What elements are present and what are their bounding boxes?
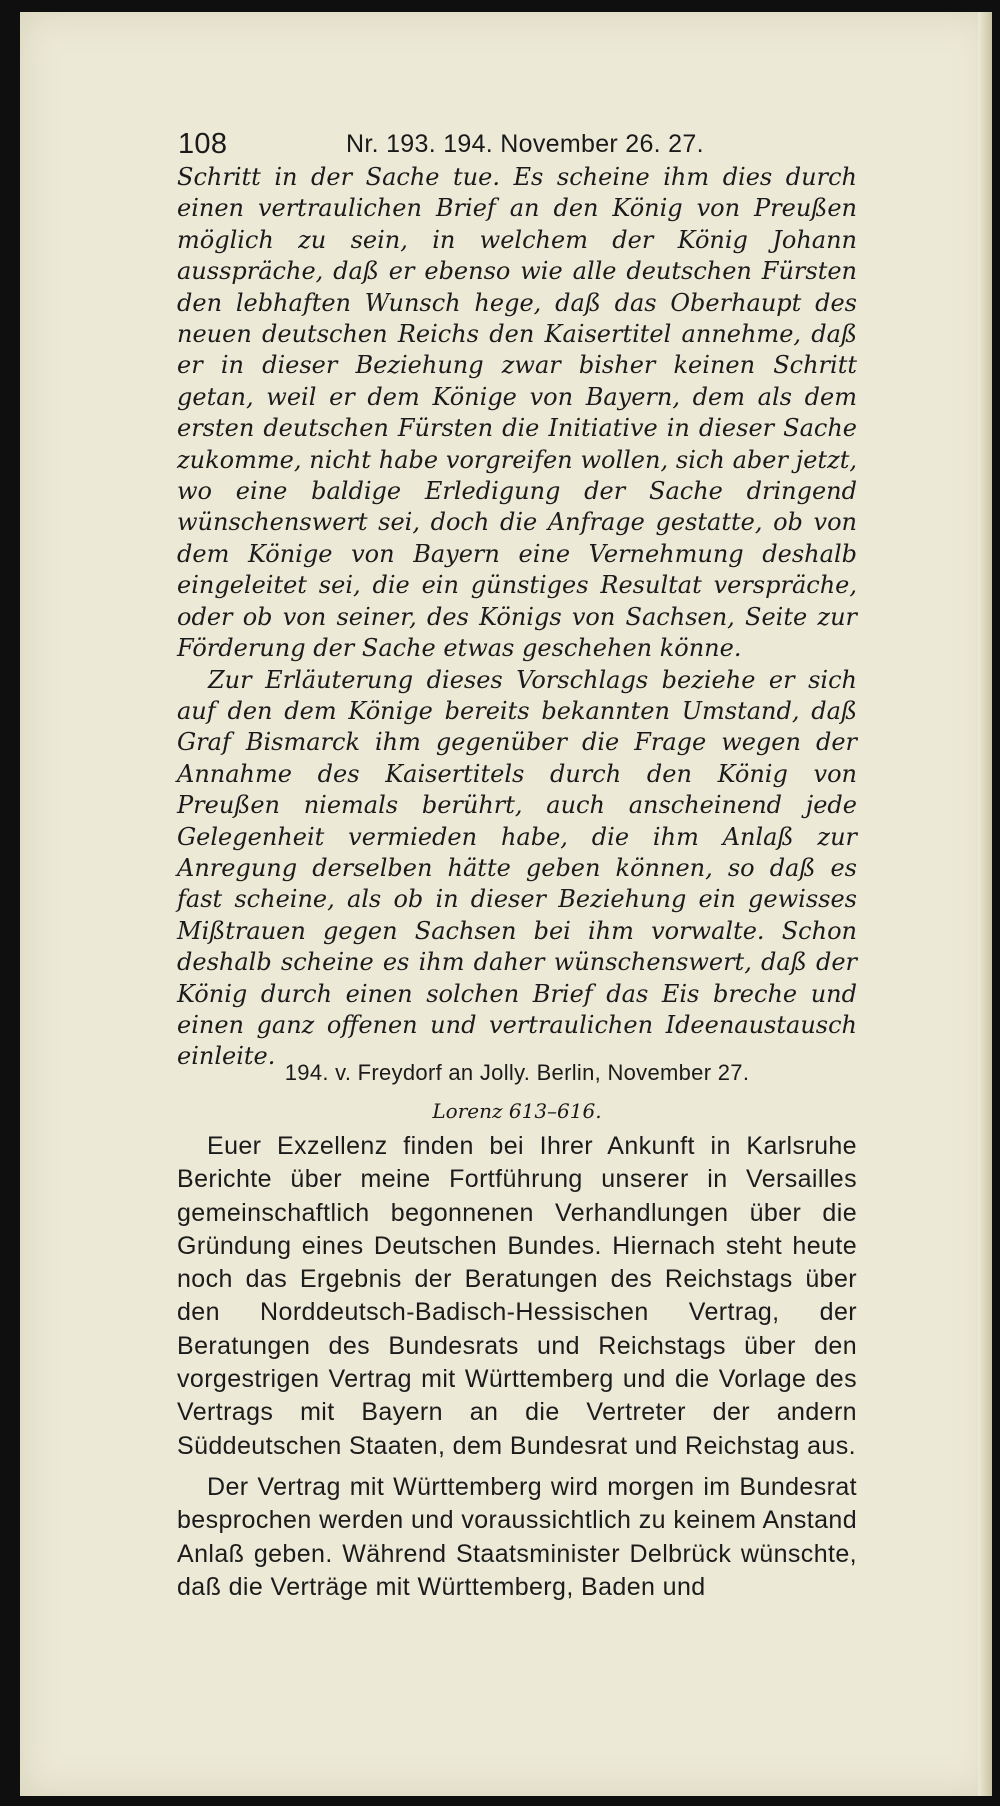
document-heading: 194. v. Freydorf an Jolly. Berlin, November 27. — [284, 1060, 750, 1085]
body-paragraph: Euer Exzellenz finden bei Ihrer Ankunft in Karlsruhe Berichte über meine Fortführung unserer in Versailles gemeinschaftlich begonnenen Verhandlungen über die Gründung eines Deutschen Bundes. Hiernach steht heute noch das Ergebnis der Beratungen des Reichstags über den Norddeutsch-Badisch-Hessischen Vertrag, der Beratungen des Bundesrats und Reichstags über den vorgestrigen Vertrag mit Württemberg und die Vorlage des Vertrags mit Bayern an die Vertreter der andern Süddeutschen Staaten, dem Bundesrat und Reichstag aus. — [177, 1132, 857, 1460]
running-head: Nr. 193. 194. November 26. 27. — [346, 130, 704, 158]
body-paragraph: Der Vertrag mit Württemberg wird morgen im Bundesrat besprochen werden und voraussichtlich zu keinem Anstand Anlaß geben. Während Staatsminister Delbrück wünschte, daß die Verträge mit Württemberg, Baden und — [177, 1472, 857, 1601]
page-edge — [978, 12, 992, 1796]
document-source: Lorenz 613–616. — [432, 1099, 602, 1123]
book-page — [20, 12, 992, 1796]
italic-text-block — [177, 162, 857, 1073]
italic-paragraph: Zur Erläuterung dieses Vorschlags beziehe er sich auf den dem Könige bereits bekannten Umstand, daß Graf Bismarck ihm gegenüber die Frage wegen der Annahme des Kaisertitels durch den König von Preußen niemals berührt, auch anscheinend jede Gelegenheit vermieden habe, die ihm Anlaß zur Anregung derselben hätte geben können, so daß es fast scheine, als ob in dieser Beziehung ein gewisses Mißtrauen gegen Sachsen bei ihm vorwalte. Schon deshalb scheine es ihm daher wünschenswert, daß der König durch einen solchen Brief das Eis breche und einen ganz offenen und vertraulichen Ideenaustausch einleite. — [177, 665, 857, 1071]
page-number: 108 — [178, 128, 228, 160]
italic-paragraph: Schritt in der Sache tue. Es scheine ihm dies durch einen vertraulichen Brief an den König von Preußen möglich zu sein, in welchem der König Johann ausspräche, daß er ebenso wie alle deutschen Fürsten den lebhaften Wunsch hege, daß das Oberhaupt des neuen deutschen Reichs den Kaisertitel annehme, daß er in dieser Beziehung zwar bisher keinen Schritt getan, weil er dem Könige von Bayern, dem als dem ersten deutschen Fürsten die Initiative in dieser Sache zukomme, nicht habe vorgreifen wollen, sich aber jetzt, wo eine baldige Erledigung der Sache dringend wünschenswert sei, doch die Anfrage gestatte, ob von dem Könige von Bayern eine Vernehmung deshalb eingeleitet sei, die ein günstiges Resultat verspräche, oder ob von seiner, des Königs von Sachsen, Seite zur Förderung der Sache etwas geschehen könne. — [177, 163, 857, 663]
roman-text-block — [177, 1130, 857, 1604]
